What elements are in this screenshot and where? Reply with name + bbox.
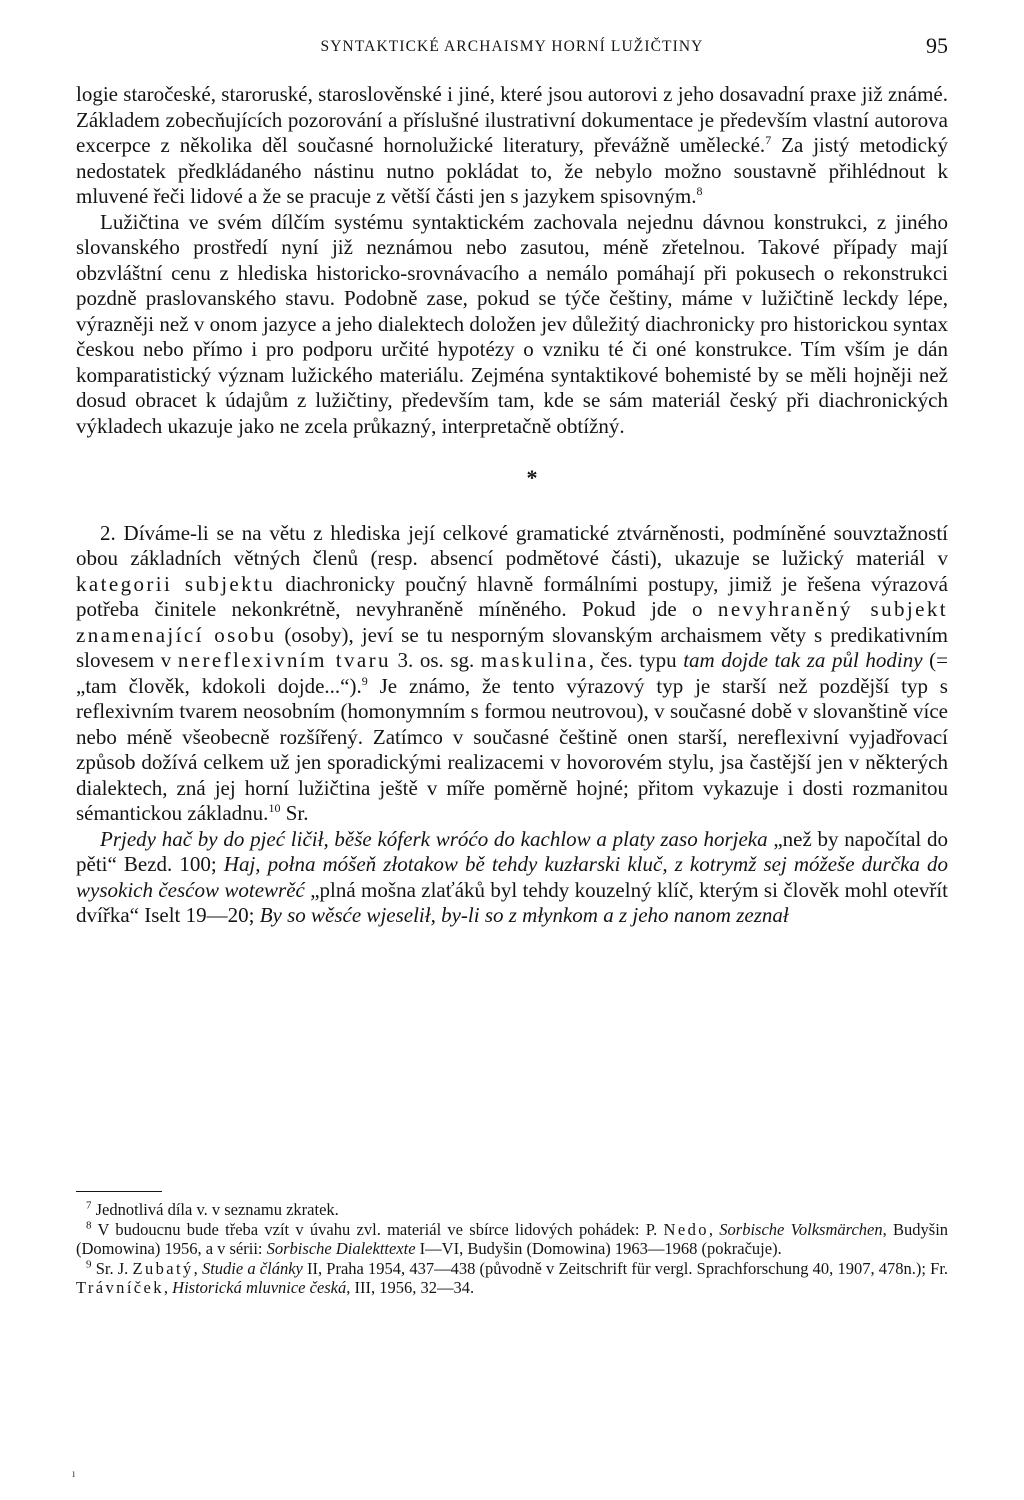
text-run: Sr. (280, 801, 309, 825)
text-run: (osoby), jeví se tu nesporným slovanským archaismem věty s predikativním slovesem v (76, 622, 949, 672)
main-text (76, 82, 948, 929)
footnote-text: Sr. J. (95, 1258, 133, 1278)
italic-example: By so wěsće wjeselił, by-li so z młynkom a z jeho nanom zeznał (259, 903, 789, 927)
italic-example: tam dojde tak za půl hodiny (683, 648, 923, 672)
footnote-text: V budoucnu bude třeba vzít v úvahu zvl. materiál ve sbírce lidových pohádek: P. (97, 1219, 664, 1239)
footnote-text: I—VI, Budyšin (Domowina) 1963—1968 (pokračuje). (415, 1239, 782, 1258)
footnote-ref-7[interactable]: 7 (765, 133, 772, 147)
paragraph-1 (76, 82, 948, 210)
footnote-ref-9[interactable]: 9 (361, 673, 368, 688)
text-run: Za jistý metodický nedostatek předkládaného nástinu nutno pokládat to, že nebylo možno soustavně přihlédnout k mluvené řeči lidové a že se pracuje z větší části jen s jazykem spisovným. (76, 133, 948, 208)
footnote-ref-8[interactable]: 8 (696, 184, 703, 198)
footnote-7 (76, 1200, 948, 1220)
spaced-term: kategorii subjektu (76, 571, 276, 596)
footnote-text: II, Praha 1954, 437—438 (původně v Zeitschrift für vergl. Sprachforschung 40, 1907, 478n.); Fr. (302, 1258, 949, 1278)
footnote-text: Jednotlivá díla v. v seznamu zkratek. (95, 1200, 339, 1219)
footnote-number: 7 (86, 1199, 92, 1212)
text-run: 3. os. sg. (390, 648, 481, 672)
author-name: Nedo (663, 1219, 709, 1239)
paragraph-4 (76, 827, 948, 929)
footnote-text: , III, 1956, 32—34. (346, 1278, 475, 1297)
italic-example: Haj, połna móšeň złotakow bě tehdy kuzłarski kluč, z kotrymž sej móžeše durčka do wysokich česćow wotewrěć (76, 852, 948, 902)
author-name: Trávníček (76, 1278, 164, 1297)
footnote-text: , (163, 1278, 173, 1297)
text-run: logie staročeské, staroruské, staroslověnské i jiné, které jsou autorovi z jeho dosavadní praxe již známé. Základem zobecňujících pozorování a příslušné ilustrativní dokumentace je především vlastní autorova excerpce z několika děl současné hornolužické literatury, převážně umělecké. (76, 82, 948, 157)
stray-mark: ı (72, 1466, 76, 1480)
author-name: Zubatý (132, 1258, 194, 1278)
paragraph-3 (76, 521, 948, 827)
italic-title: Sorbische Dialekttexte (266, 1239, 416, 1258)
footnote-9 (76, 1259, 948, 1298)
spaced-term: nereflexivním tvaru (177, 648, 391, 672)
page-header (76, 33, 948, 62)
text-run: Je známo, že tento výrazový typ je starší než pozdější typ s reflexivním tvarem neosobním (homonymním s formou neutrovou), v současné době v slovanštině více nebo méně všeobecně rozšířený. Zatímco v současné češtině onen starší, nereflexivní vyjadřovací způsob dožívá celkem už jen sporadickými realizacemi v hovorovém stylu, jsa častější jen v některých dialektech, zná jej horní lužičtina ještě v míře poměrně hojné; přitom vykazuje i dosti rozmanitou sémantickou základnu. (76, 673, 948, 825)
footnote-number: 8 (86, 1219, 92, 1231)
footnote-divider (76, 1191, 162, 1192)
italic-title: Studie a články (201, 1258, 303, 1278)
italic-title: Historická mluvnice česká (172, 1278, 347, 1297)
page-number: 95 (926, 33, 948, 58)
text-run: „plná mošna zlaťáků byl tehdy kouzelný klíč, kterým si člověk mohl otevřít dvířka“ Iselt 19—20; (76, 877, 948, 927)
text-run: „než by napočítal do pěti“ Bezd. 100; (76, 826, 948, 876)
footnote-8 (76, 1220, 948, 1259)
running-head: SYNTAKTICKÉ ARCHAISMY HORNÍ LUŽIČTINY (320, 38, 704, 55)
footnote-text: , Budyšin (Domowina) 1956, a v sérii: (76, 1219, 949, 1258)
footnote-number: 9 (86, 1258, 92, 1270)
italic-title: Sorbische Volksmärchen (719, 1219, 883, 1239)
spaced-term: maskulina (480, 648, 589, 672)
footnote-text: , (708, 1219, 720, 1239)
footnote-ref-10[interactable]: 10 (268, 801, 281, 815)
paragraph-2: Lužičtina ve svém dílčím systému syntaktickém zachovala nejednu dávnou konstrukci, z jiného slovanského prostředí nyní již neznámou nebo zasutou, méně zřetelnou. Takové případy mají obzvláštní cenu z hlediska historicko-srovnávacího a nemálo pomáhají při pokusech o rekonstrukci pozdně praslovanského stavu. Podobně zase, pokud se týče češtiny, máme v lužičtině leckdy lépe, výrazněji než v onom jazyce a jeho dialektech doložen jev důležitý diachronicky pro historickou syntax českou nebo přímo i pro podporu určité hypotézy o vzniku té či oné konstrukce. Tím vším je dán komparatistický význam lužického materiálu. Zejména syntaktikové bohemisté by se měli hojněji než dosud obracet k údajům z lužičtiny, především tam, kde se sám materiál český při diachronických výkladech ukazuje jako ne zcela průkazný, interpretačně obtížný. (76, 209, 948, 438)
section-separator-asterisk: * (526, 465, 538, 490)
text-run: 2. Díváme-li se na větu z hlediska její celkové gramatické ztvárněnosti, podmíněné souvztažností obou základních větných členů (resp. absencí podmětové části), ukazuje se lužický materiál v (76, 520, 948, 570)
text-run: , čes. typu (588, 648, 684, 672)
spaced-term: nevyhraněný subjekt znamenající osobu (76, 597, 949, 647)
footnote-text: , (193, 1258, 202, 1278)
text-run: diachronicky poučný hlavně formálními postupy, jimiž je řešena výrazová potřeba činitele nekonkrétně, nevyhraněně míněného. Pokud jde o (76, 571, 948, 621)
footnotes (76, 1200, 948, 1298)
italic-example: Prjedy hač by do pjeć ličił, běše kóferk wróćo do kachlow a platy zaso horjeka (100, 826, 768, 851)
text-run: (= „tam člověk, kdokoli dojde...“). (76, 648, 948, 698)
